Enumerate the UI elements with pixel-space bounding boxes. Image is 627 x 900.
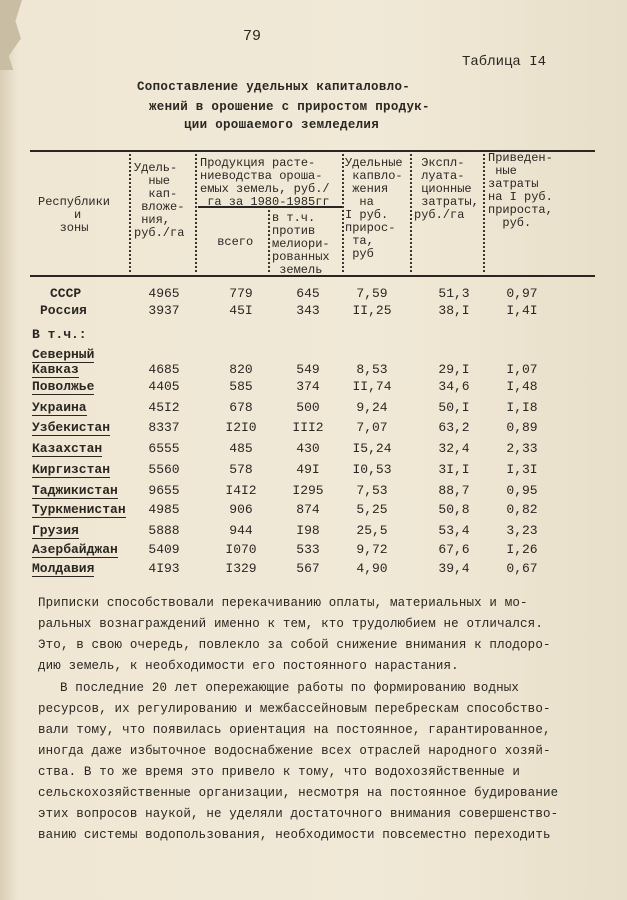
table-cell: 7,53 [356,483,388,498]
table-row [0,379,627,395]
table-row [0,400,627,416]
table-cell: III2 [292,420,324,435]
table-cell: I98 [296,523,320,538]
table-cell: 645 [296,286,320,301]
row-label: Россия [40,303,87,318]
header-reduced-costs: Приведен- ные затраты на I руб. прироста, руб. [488,151,553,230]
table-cell: 430 [296,441,320,456]
table-row [0,441,627,457]
table-cell: 4985 [148,502,180,517]
table-cell: I,4I [506,303,538,318]
table-cell: 374 [296,379,320,394]
table-row [0,542,627,558]
table-cell: 4965 [148,286,180,301]
table-row [0,286,627,302]
table-cell: 51,3 [438,286,470,301]
table-cell: 4,90 [356,561,388,576]
table-cell: 944 [229,523,253,538]
table-cell: 533 [296,542,320,557]
paragraph-line: ства. В то же время это привело к тому, что водохозяйственные и [38,765,521,779]
table-cell: 8337 [148,420,180,435]
table-cell: 50,8 [438,502,470,517]
table-cell: 4I93 [148,561,180,576]
row-label: Таджикистан [32,483,118,498]
table-row [0,483,627,499]
table-cell: 45I2 [148,400,180,415]
table-cell: I,48 [506,379,538,394]
paragraph-line: Приписки способствовали перекачиванию оплаты, материальных и мо- [38,596,528,610]
table-cell: 0,89 [506,420,538,435]
column-separator [410,154,412,272]
table-cell: 567 [296,561,320,576]
table-cell: 29,I [438,362,470,377]
paragraph-line: этих вопросов наукой, не уделяли достаточного внимания совершенство- [38,807,559,821]
column-separator [268,210,270,272]
table-cell: 4685 [148,362,180,377]
table-cell: 2,33 [506,441,538,456]
table-cell: 67,6 [438,542,470,557]
table-cell: 678 [229,400,253,415]
table-row [0,420,627,436]
table-cell: 5409 [148,542,180,557]
row-label: Киргизстан [32,462,111,477]
row-label: Туркменистан [32,502,126,517]
row-label: Украина [32,400,87,415]
row-label: Кавказ [32,362,79,377]
row-label: Казахстан [32,441,103,456]
header-vs-unreclaimed: в т.ч. против мелиори- рованных земель [272,211,330,277]
table-cell: 9,24 [356,400,388,415]
paragraph-line: сельскохозяйственные организации, несмотря на постоянное будирование [38,786,559,800]
row-label: Узбекистан [32,420,111,435]
paragraph-line: В последние 20 лет опережающие работы по формированию водных [60,681,520,695]
table-row [0,362,627,378]
table-cell: 549 [296,362,320,377]
table-row [0,327,627,343]
table-cell: 485 [229,441,253,456]
header-production: Продукция расте- ниеводства ороша- емых земель, руб./ га за 1980-1985гг [200,156,330,209]
table-cell: 5,25 [356,502,388,517]
table-cell: I,07 [506,362,538,377]
table-cell: 39,4 [438,561,470,576]
table-cell: 0,82 [506,502,538,517]
paragraph-line: ванию системы водопользования, необходимости повсеместно переходить [38,828,551,842]
table-cell: 4405 [148,379,180,394]
table-cell: 5560 [148,462,180,477]
row-label: Молдавия [32,561,95,576]
table-row [0,347,627,363]
table-row [0,523,627,539]
table-cell: 63,2 [438,420,470,435]
table-cell: 88,7 [438,483,470,498]
row-label: Северный [32,347,95,362]
table-row [0,502,627,518]
header-total: всего [210,235,254,249]
paragraph-line: дию земель, к необходимости его постоянного нарастания. [38,659,459,673]
table-cell: I295 [292,483,324,498]
column-separator [483,154,485,272]
header-specific-investment: Удель- ные кап- вложе- ния, руб./га [134,161,185,240]
paragraph-line: ральных вознаграждений именно к тем, кто трудолюбием не отличался. [38,617,543,631]
paragraph-line: вали тому, что появилась ориентация на постоянное, гарантированное, [38,723,551,737]
table-cell: 820 [229,362,253,377]
paragraph-line: иногда даже избыточное водоснабжение всех отраслей народного хозяй- [38,744,551,758]
column-separator [342,154,344,272]
header-republics: Республики и зоны [38,195,111,235]
table-cell: I2I0 [225,420,257,435]
table-cell: 779 [229,286,253,301]
table-cell: 38,I [438,303,470,318]
table-cell: I070 [225,542,257,557]
paragraph-line: Это, в свою очередь, повлекло за собой снижение внимания к плодоро- [38,638,551,652]
table-cell: 3937 [148,303,180,318]
table-cell: 3,23 [506,523,538,538]
page-number: 79 [243,28,262,45]
table-cell: 45I [229,303,253,318]
table-cell: 9655 [148,483,180,498]
table-cell: I,3I [506,462,538,477]
column-separator [195,154,197,272]
table-cell: 3I,I [438,462,470,477]
table-cell: 9,72 [356,542,388,557]
table-cell: II,25 [352,303,392,318]
table-cell: 0,95 [506,483,538,498]
table-cell: 585 [229,379,253,394]
table-number: Таблица I4 [462,54,547,70]
table-cell: 8,53 [356,362,388,377]
row-label: СССР [50,286,82,301]
column-separator [129,154,131,272]
table-cell: 578 [229,462,253,477]
row-label: Поволжье [32,379,95,394]
row-label: Грузия [32,523,79,538]
table-cell: 32,4 [438,441,470,456]
table-cell: 874 [296,502,320,517]
table-title-line-3: ции орошаемого земледелия [184,118,380,132]
table-cell: 7,59 [356,286,388,301]
table-cell: 6555 [148,441,180,456]
row-label: В т.ч.: [32,327,87,342]
table-cell: 53,4 [438,523,470,538]
table-cell: 5888 [148,523,180,538]
torn-page-edge [0,0,22,70]
header-specific-capital: Удельные капвло- жения на I руб. прирос- та, руб [345,156,403,261]
table-cell: 34,6 [438,379,470,394]
header-operating-costs: Экспл- луата- ционные затраты, руб./га [414,156,479,222]
table-cell: 906 [229,502,253,517]
row-label: Азербайджан [32,542,118,557]
table-cell: 343 [296,303,320,318]
table-row [0,303,627,319]
table-title-line-1: Сопоставление удельных капиталовло- [137,80,411,94]
table-cell: 500 [296,400,320,415]
table-cell: 49I [296,462,320,477]
table-cell: 50,I [438,400,470,415]
paragraph-line: ресурсов, их регулированию и межбассейновым перебрескам способство- [38,702,551,716]
table-cell: 25,5 [356,523,388,538]
table-cell: II,74 [352,379,392,394]
table-cell: 0,97 [506,286,538,301]
table-row [0,561,627,577]
table-cell: I,I8 [506,400,538,415]
table-row [0,462,627,478]
table-cell: 0,67 [506,561,538,576]
table-cell: I4I2 [225,483,257,498]
table-cell: I,26 [506,542,538,557]
table-cell: I0,53 [352,462,392,477]
table-cell: I5,24 [352,441,392,456]
table-cell: I329 [225,561,257,576]
table-cell: 7,07 [356,420,388,435]
table-title-line-2: жений в орошение с приростом продук- [149,100,430,114]
